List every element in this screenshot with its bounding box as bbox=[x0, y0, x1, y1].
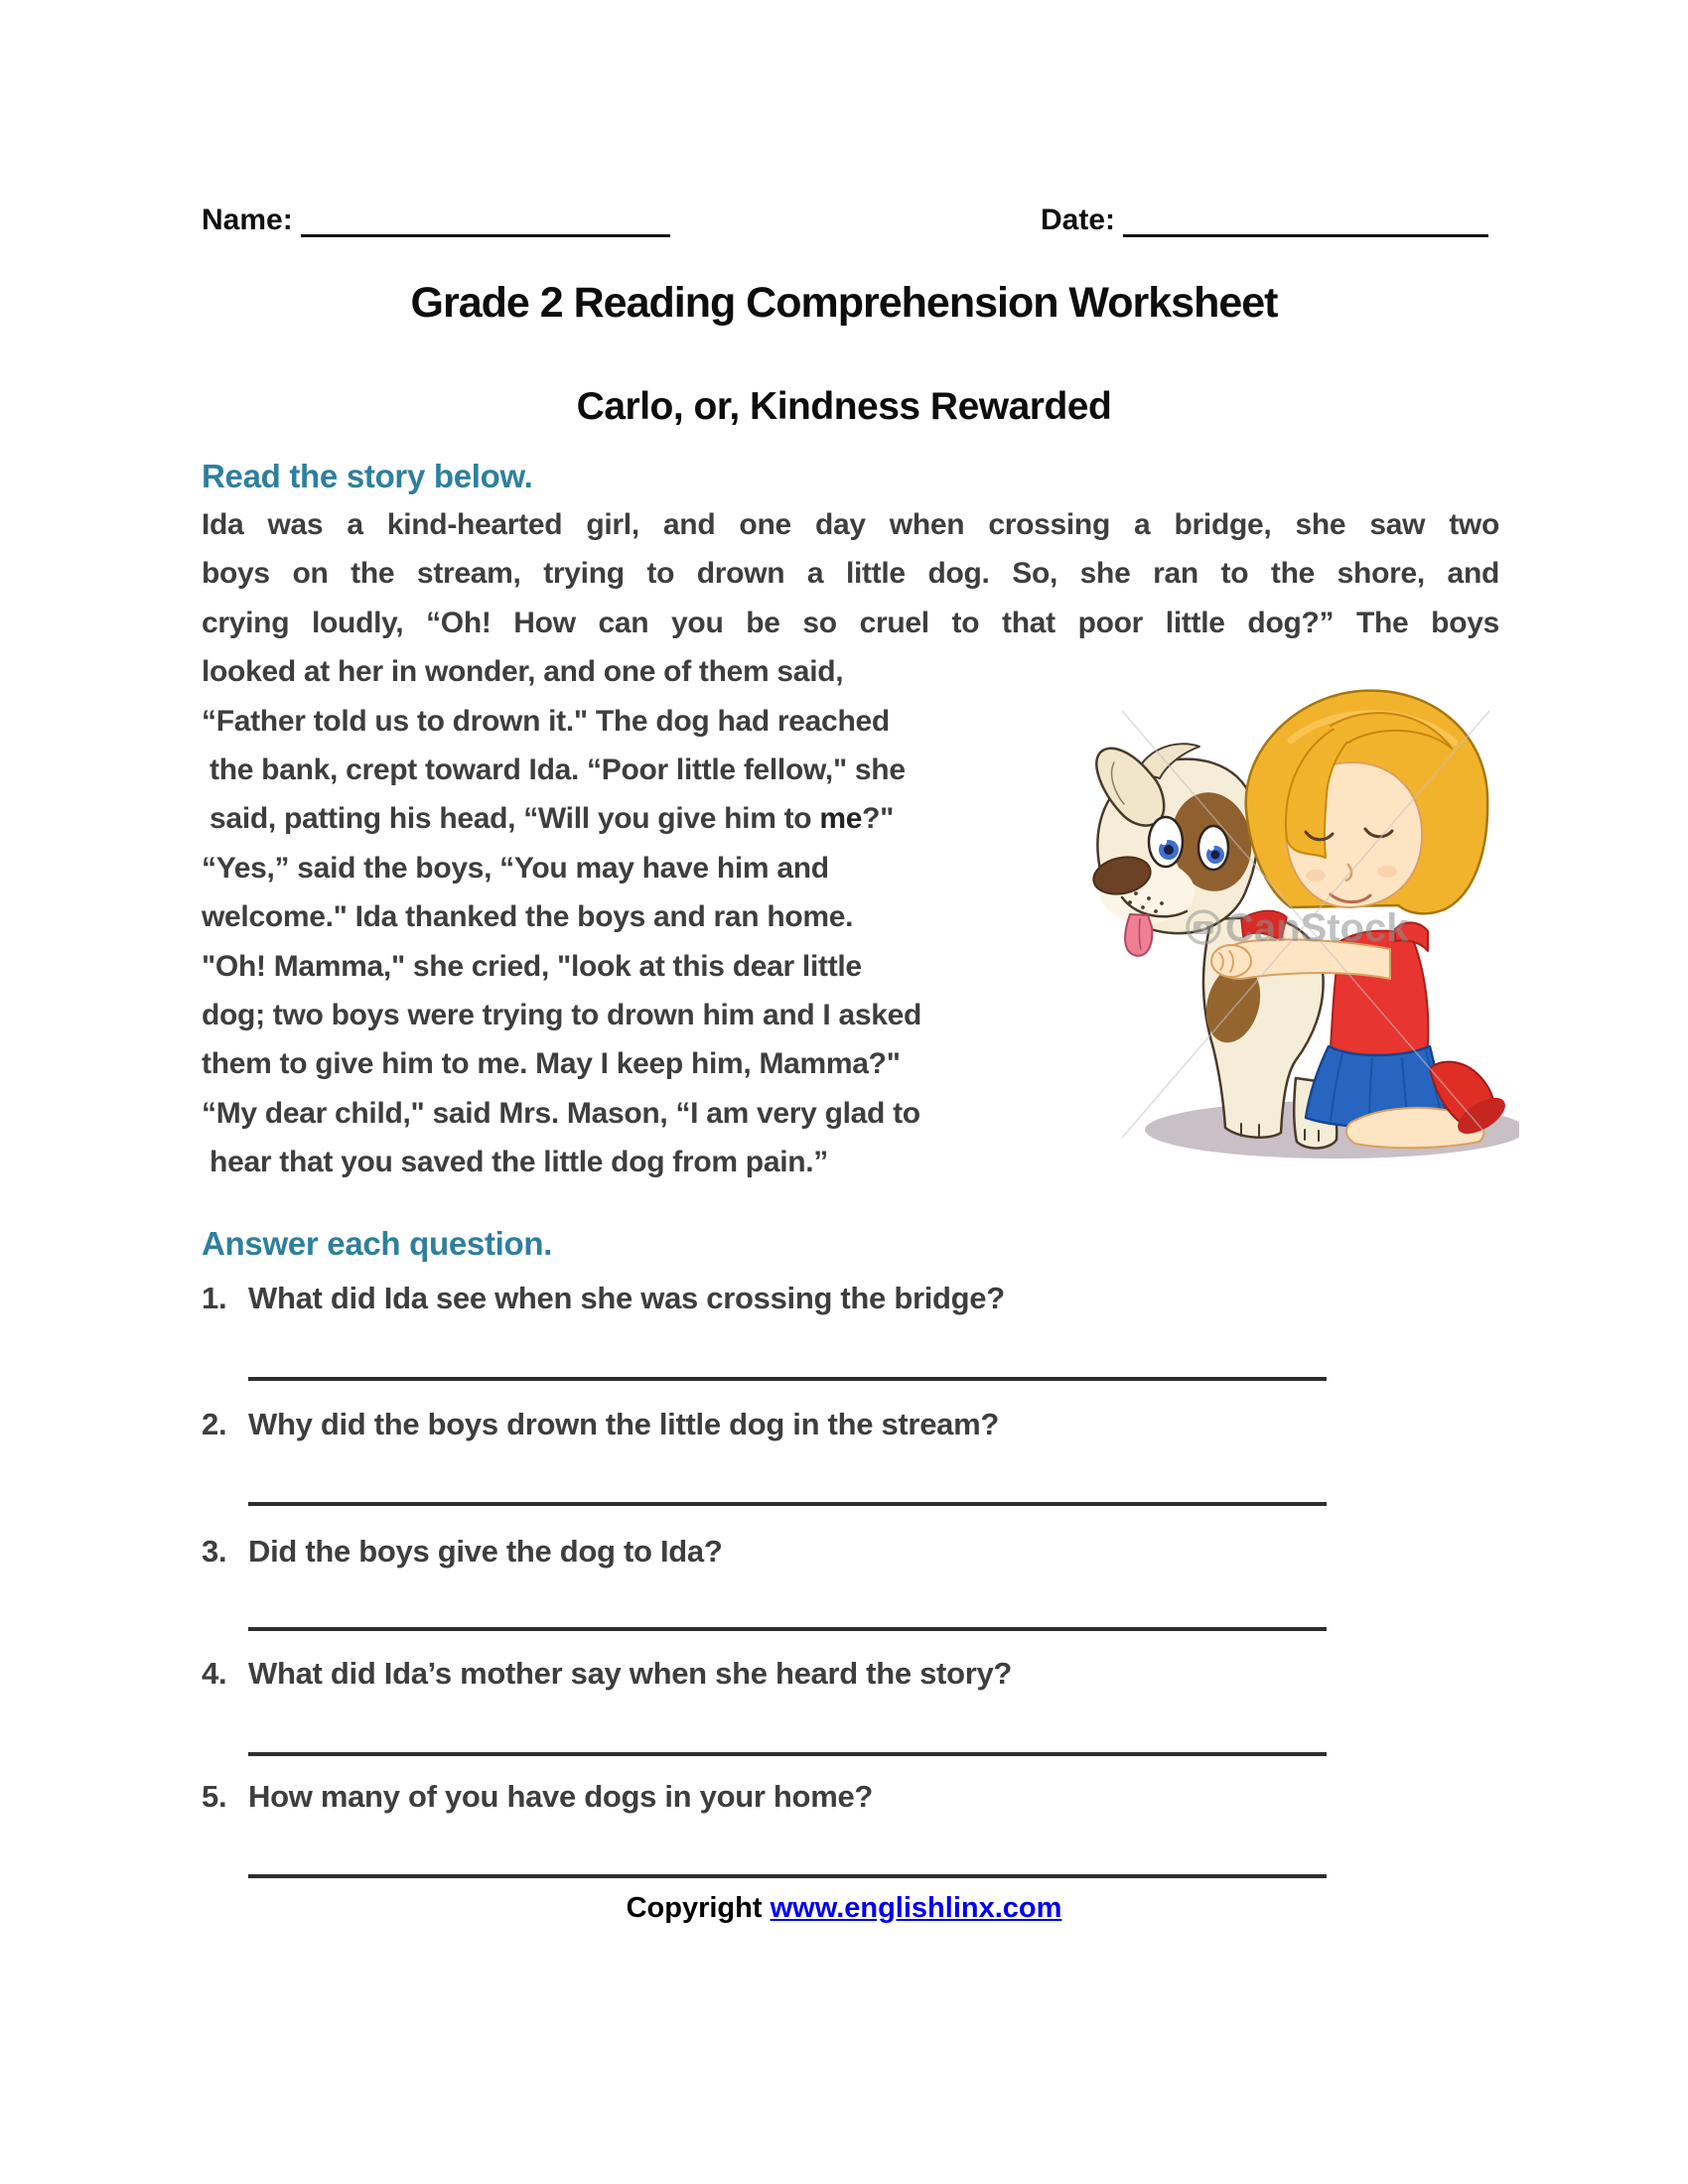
question-number: 5. bbox=[202, 1779, 227, 1814]
question-number: 2. bbox=[202, 1407, 227, 1441]
copyright-label: Copyright bbox=[626, 1892, 771, 1924]
read-story-instruction: Read the story below. bbox=[202, 458, 533, 494]
story-line: "Oh! Mamma," she cried, "look at this dear little bbox=[202, 949, 862, 983]
question-row-2 bbox=[202, 1407, 1393, 1442]
name-blank-line bbox=[301, 205, 670, 237]
story-line: welcome." Ida thanked the boys and ran home. bbox=[202, 900, 854, 934]
story-line: crying loudly, “Oh! How can you be so cruel to that poor little dog?” The boys bbox=[202, 606, 1499, 639]
question-number: 3. bbox=[202, 1534, 227, 1569]
story-line: them to give him to me. May I keep him, Mamma?" bbox=[202, 1047, 901, 1081]
question-number: 1. bbox=[202, 1281, 227, 1315]
page-title: Grade 2 Reading Comprehension Worksheet bbox=[410, 279, 1278, 327]
copyright-link[interactable]: www.englishlinx.com bbox=[770, 1892, 1062, 1924]
story-line: Ida was a kind-hearted girl, and one day when crossing a bridge, she saw two bbox=[202, 508, 1499, 541]
date-blank-line bbox=[1123, 205, 1488, 237]
story-line: the bank, crept toward Ida. “Poor little fellow," she bbox=[202, 752, 906, 786]
story-line: “Father told us to drown it." The dog had reached bbox=[202, 704, 890, 738]
question-row-5 bbox=[202, 1779, 1393, 1815]
name-row bbox=[202, 204, 670, 237]
story-line: “My dear child," said Mrs. Mason, “I am very glad to bbox=[202, 1096, 920, 1130]
story-line: “Yes,” said the boys, “You may have him and bbox=[202, 851, 829, 885]
story-line: looked at her in wonder, and one of them said, bbox=[202, 655, 844, 689]
story-line: hear that you saved the little dog from pain.” bbox=[202, 1146, 829, 1179]
copyright-footer bbox=[0, 1892, 1688, 1925]
story-line: said, patting his head, “Will you give him to me?" bbox=[202, 802, 895, 836]
answer-blank-line-2 bbox=[248, 1502, 1327, 1506]
story-title: Carlo, or, Kindness Rewarded bbox=[576, 385, 1112, 428]
question-text: How many of you have dogs in your home? bbox=[248, 1779, 874, 1814]
story-line: boys on the stream, trying to drown a little dog. So, she ran to the shore, and bbox=[202, 557, 1499, 591]
question-number: 4. bbox=[202, 1656, 227, 1691]
question-text: Did the boys give the dog to Ida? bbox=[248, 1534, 723, 1569]
question-text: Why did the boys drown the little dog in the stream? bbox=[248, 1407, 999, 1441]
question-text: What did Ida see when she was crossing the bridge? bbox=[248, 1281, 1005, 1315]
name-label: Name: bbox=[202, 204, 293, 236]
answer-instruction: Answer each question. bbox=[202, 1225, 553, 1262]
question-row-1 bbox=[202, 1281, 1393, 1316]
answer-blank-line-5 bbox=[248, 1874, 1327, 1878]
story-illustration bbox=[1092, 681, 1519, 1167]
question-row-4 bbox=[202, 1656, 1393, 1692]
question-row-3 bbox=[202, 1534, 1393, 1570]
answer-blank-line-1 bbox=[248, 1377, 1327, 1381]
watermark-text: CanStock bbox=[1225, 906, 1409, 950]
date-label: Date: bbox=[1041, 204, 1116, 236]
date-row bbox=[1041, 204, 1488, 237]
question-text: What did Ida’s mother say when she heard the story? bbox=[248, 1656, 1013, 1691]
answer-blank-line-3 bbox=[248, 1627, 1327, 1631]
story-line: dog; two boys were trying to drown him and I asked bbox=[202, 998, 922, 1031]
answer-blank-line-4 bbox=[248, 1752, 1327, 1756]
